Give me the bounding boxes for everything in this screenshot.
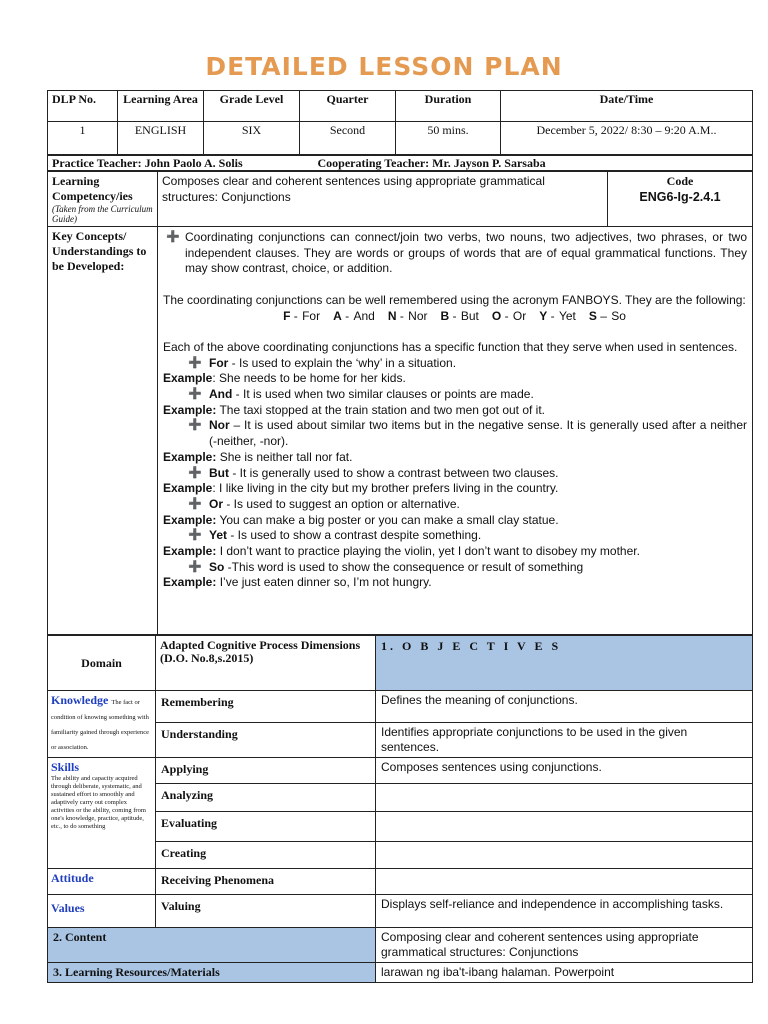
process-valuing: Valuing <box>156 895 376 928</box>
function-intro: Each of the above coordinating conjunctions has a specific function that they serve when used in sentences. <box>163 339 738 354</box>
value-dlp-no: 1 <box>48 122 118 155</box>
example-or: Example: You can make a big poster or you can make a small clay statue. <box>163 512 559 527</box>
process-remembering: Remembering <box>156 691 376 723</box>
skills-desc: The ability and capacity acquired through deliberate, systematic, and sustained effort to smoothly and adaptively carry out complex activities or the ability, coming from one's knowledge, practice, aptitude, etc., to do something <box>51 775 146 830</box>
arrow-bullet-icon: ➕ <box>188 356 202 369</box>
objective-receiving-phenomena <box>376 869 753 895</box>
arrow-bullet-icon: ➕ <box>166 231 180 243</box>
process-creating: Creating <box>156 842 376 869</box>
conjunction-item-and: ➕ And - It is used when two similar clauses or points are made. <box>163 387 747 403</box>
header-table <box>47 90 753 155</box>
acronym-item: A - And <box>333 308 375 323</box>
competency-table <box>47 171 753 635</box>
acronym-item: N - Nor <box>387 308 428 323</box>
value-duration: 50 mins. <box>396 122 501 155</box>
arrow-bullet-icon: ➕ <box>188 560 202 573</box>
teachers-table <box>47 155 753 171</box>
competency-label: Learning Competency/ies <box>52 174 133 203</box>
conjunction-item-or: ➕ Or - Is used to suggest an option or alternative. <box>163 497 747 513</box>
acronym-item: O - Or <box>491 308 527 323</box>
cooperating-teacher: Cooperating Teacher: Mr. Jayson P. Sarsaba <box>312 156 753 171</box>
domain-values <box>48 895 156 928</box>
conjunction-item-yet: ➕ Yet - Is used to show a contrast despite something. <box>163 528 747 544</box>
header-quarter: Quarter <box>300 91 396 122</box>
intro-bullet <box>163 230 747 277</box>
domain-skills <box>48 758 156 869</box>
competency-label-cell <box>48 172 158 227</box>
value-date-time: December 5, 2022/ 8:30 – 9:20 A.M.. <box>501 122 753 155</box>
conjunction-item-nor: ➕ Nor – It is used about similar two items but in the negative sense. It is generally used after a neither (-neither, -nor). <box>163 418 747 449</box>
conjunction-item-so: ➕ So -This word is used to show the consequence or result of something <box>163 560 747 576</box>
conjunction-item-but: ➕ But - It is generally used to show a contrast between two clauses. <box>163 466 747 482</box>
key-concepts-content <box>158 227 753 635</box>
example-but: Example: I like living in the city but my brother prefers living in the country. <box>163 481 559 496</box>
acronym-item: S – So <box>588 308 626 323</box>
acronym-intro: The coordinating conjunctions can be well remembered using the acronym FANBOYS. They are the following: <box>163 292 746 307</box>
example-yet: Example: I don’t want to practice playing the violin, yet I don’t want to disobey my mother. <box>163 544 640 559</box>
code-cell <box>608 172 753 227</box>
acronym-item: B - But <box>440 308 479 323</box>
arrow-bullet-icon: ➕ <box>188 419 202 432</box>
intro-text: Coordinating conjunctions can connect/join two verbs, two nouns, two adjectives, two phrases, or two independent clauses. They are words or groups of words that are of equal grammatical functions. They may show contrast, choice, or addition. <box>185 230 747 276</box>
attitude-label: Attitude <box>51 871 94 885</box>
objectives-header: 1. O B J E C T I V E S <box>376 636 753 691</box>
objective-valuing: Displays self-reliance and independence in accomplishing tasks. <box>376 895 753 928</box>
objectives-table <box>47 635 753 983</box>
process-receiving-phenomena: Receiving Phenomena <box>156 869 376 895</box>
process-evaluating: Evaluating <box>156 812 376 842</box>
arrow-bullet-icon: ➕ <box>188 497 202 510</box>
competency-code: ENG6-Ig-2.4.1 <box>639 190 721 204</box>
acronym-line <box>163 309 747 325</box>
skills-label: Skills <box>51 760 80 774</box>
value-learning-area: ENGLISH <box>118 122 204 155</box>
objective-understanding: Identifies appropriate conjunctions to be used in the given sentences. <box>376 723 753 758</box>
domain-header: Domain <box>48 636 156 691</box>
acronym-item: Y - Yet <box>539 308 576 323</box>
arrow-bullet-icon: ➕ <box>188 466 202 479</box>
example-for: Example: She needs to be home for her kids. <box>163 371 406 386</box>
process-understanding: Understanding <box>156 723 376 758</box>
process-applying: Applying <box>156 758 376 784</box>
key-concepts-label: Key Concepts/ Understandings to be Developed: <box>48 227 158 635</box>
example-nor: Example: She is neither tall nor fat. <box>163 449 353 464</box>
competency-note: (Taken from the Curriculum Guide) <box>52 204 153 224</box>
knowledge-desc: The fact or condition of knowing something with familiarity gained through experience or association. <box>51 699 150 751</box>
resources-label: 3. Learning Resources/Materials <box>48 963 376 983</box>
example-and: Example: The taxi stopped at the train station and two men got out of it. <box>163 402 546 417</box>
conjunction-item-for: ➕ For - Is used to explain the ‘why’ in a situation. <box>163 356 747 372</box>
arrow-bullet-icon: ➕ <box>188 388 202 400</box>
value-quarter: Second <box>300 122 396 155</box>
content-label: 2. Content <box>48 928 376 963</box>
objective-remembering: Defines the meaning of conjunctions. <box>376 691 753 723</box>
dimension-header: Adapted Cognitive Process Dimensions (D.O. No.8,s.2015) <box>156 636 376 691</box>
header-duration: Duration <box>396 91 501 122</box>
header-grade-level: Grade Level <box>204 91 300 122</box>
domain-knowledge <box>48 691 156 758</box>
example-so: Example: I’ve just eaten dinner so, I’m not hungry. <box>163 575 432 590</box>
value-grade-level: SIX <box>204 122 300 155</box>
arrow-bullet-icon: ➕ <box>188 529 202 542</box>
domain-attitude <box>48 869 156 895</box>
objective-creating <box>376 842 753 869</box>
objective-evaluating <box>376 812 753 842</box>
knowledge-label: Knowledge <box>51 693 109 707</box>
code-label: Code <box>666 174 694 188</box>
objective-applying: Composes sentences using conjunctions. <box>376 758 753 784</box>
content-text: Composing clear and coherent sentences using appropriate grammatical structures: Conjunctions <box>376 928 753 963</box>
competency-text: Composes clear and coherent sentences using appropriate grammatical structures: Conjunctions <box>158 172 608 227</box>
header-learning-area: Learning Area <box>118 91 204 122</box>
process-analyzing: Analyzing <box>156 784 376 812</box>
page-title: DETAILED LESSON PLAN <box>205 52 563 81</box>
header-dlp-no: DLP No. <box>48 91 118 122</box>
values-label: Values <box>51 901 85 915</box>
header-date-time: Date/Time <box>501 91 753 122</box>
resources-text: larawan ng iba't-ibang halaman. Powerpoint <box>376 963 753 983</box>
practice-teacher: Practice Teacher: John Paolo A. Solis <box>48 156 312 171</box>
acronym-item: F - For <box>283 308 321 323</box>
objective-analyzing <box>376 784 753 812</box>
lesson-plan-sheet <box>47 90 752 983</box>
